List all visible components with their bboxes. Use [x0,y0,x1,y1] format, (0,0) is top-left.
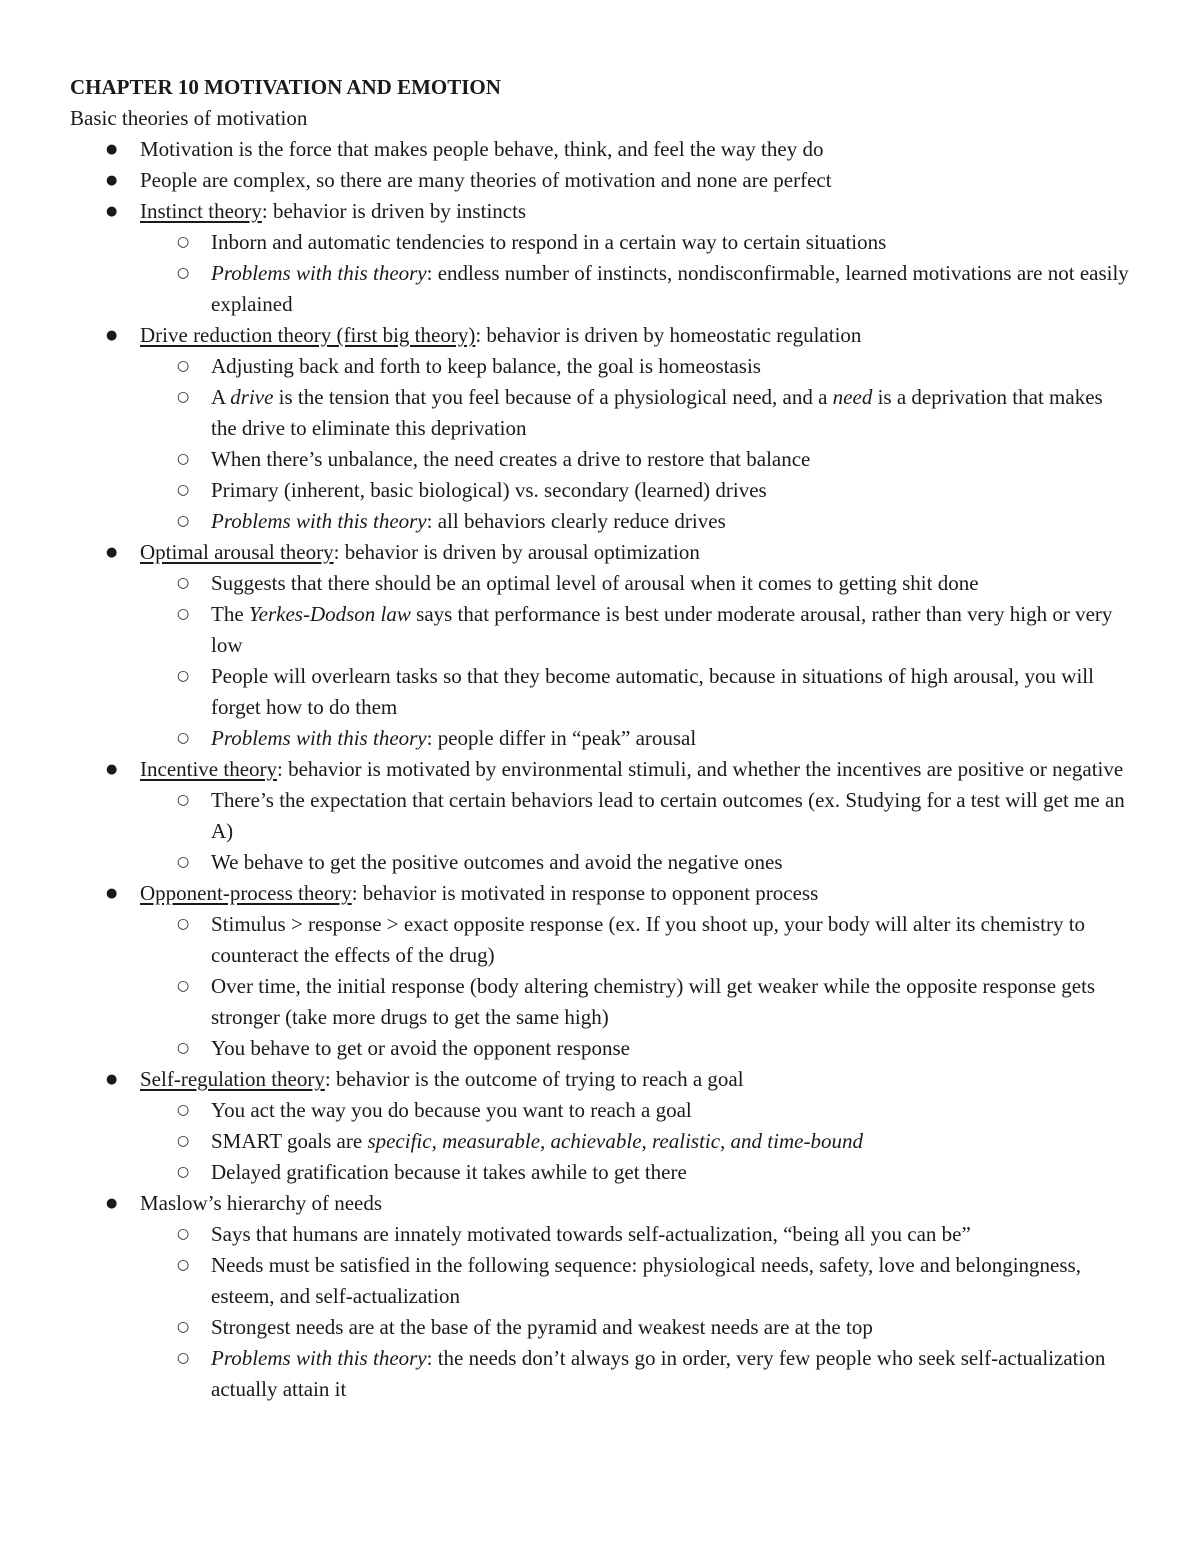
sub-list [140,909,1130,1064]
sub-item: ○ There’s the expectation that certain behaviors lead to certain outcomes (ex. Studying for a test will get me an A) [140,785,1130,847]
bullet-incentive-theory [70,754,1130,878]
bullet-text: People are complex, so there are many theories of motivation and none are perfect [140,168,832,192]
sub-item: ○ Inborn and automatic tendencies to respond in a certain way to certain situations [140,227,1130,258]
theory-name: Drive reduction theory (first big theory) [140,323,476,347]
bullet-motivation-definition [70,134,1130,165]
sub-item: ○ A drive is the tension that you feel because of a physiological need, and a need is a deprivation that makes the drive to eliminate this deprivation [140,382,1130,444]
bullet-text: : behavior is motivated in response to opponent process [351,881,819,905]
chapter-title: CHAPTER 10 MOTIVATION AND EMOTION [70,75,501,99]
sub-item: ○ Problems with this theory: the needs don’t always go in order, very few people who seek self-actualization actually attain it [140,1343,1130,1405]
bullet-optimal-arousal-theory [70,537,1130,754]
bullet-people-complex [70,165,1130,196]
sub-item: ○ Delayed gratification because it takes awhile to get there [140,1157,1130,1188]
sub-item: ○ Needs must be satisfied in the following sequence: physiological needs, safety, love and belongingness, esteem, and self-actualization [140,1250,1130,1312]
theory-name: Opponent-process theory [140,881,352,905]
bullet-text: : behavior is motivated by environmental stimuli, and whether the incentives are positive or negative [277,757,1124,781]
sub-item: ○ Problems with this theory: endless number of instincts, nondisconfirmable, learned motivations are not easily explained [140,258,1130,320]
theory-name: Incentive theory [140,757,278,781]
sub-item: ○ SMART goals are specific, measurable, achievable, realistic, and time-bound [140,1126,1130,1157]
bullet-text: : behavior is driven by instincts [261,199,527,223]
sub-list [140,1219,1130,1405]
sub-item: ○ You act the way you do because you want to reach a goal [140,1095,1130,1126]
bullet-opponent-process-theory [70,878,1130,1064]
sub-item: ○ Problems with this theory: people differ in “peak” arousal [140,723,1130,754]
bullet-text: Motivation is the force that makes people behave, think, and feel the way they do [140,137,824,161]
sub-item: ○ Over time, the initial response (body altering chemistry) will get weaker while the opposite response gets stronger (take more drugs to get the same high) [140,971,1130,1033]
sub-item: ○ Suggests that there should be an optimal level of arousal when it comes to getting shit done [140,568,1130,599]
bullet-maslow-hierarchy [70,1188,1130,1405]
theory-name: Optimal arousal theory [140,540,334,564]
document-page [70,72,1130,1405]
sub-item: ○ Says that humans are innately motivated towards self-actualization, “being all you can be” [140,1219,1130,1250]
bullet-text: Maslow’s hierarchy of needs [140,1191,383,1215]
sub-item: ○ Stimulus > response > exact opposite response (ex. If you shoot up, your body will alter its chemistry to counteract the effects of the drug) [140,909,1130,971]
sub-item: ○ You behave to get or avoid the opponent response [140,1033,1130,1064]
sub-item: ○ Adjusting back and forth to keep balance, the goal is homeostasis [140,351,1130,382]
bullet-self-regulation-theory [70,1064,1130,1188]
sub-item: ○ We behave to get the positive outcomes and avoid the negative ones [140,847,1130,878]
sub-list [140,227,1130,320]
bullet-text: : behavior is driven by arousal optimization [333,540,700,564]
sub-item: ○ Primary (inherent, basic biological) vs. secondary (learned) drives [140,475,1130,506]
sub-list [140,1095,1130,1188]
sub-list [140,785,1130,878]
sub-list [140,568,1130,754]
sub-item: ○ Strongest needs are at the base of the pyramid and weakest needs are at the top [140,1312,1130,1343]
sub-item: ○ The Yerkes-Dodson law says that performance is best under moderate arousal, rather than very high or very low [140,599,1130,661]
theory-list [70,134,1130,1405]
bullet-text: : behavior is driven by homeostatic regulation [475,323,862,347]
theory-name: Instinct theory [140,199,262,223]
bullet-drive-reduction-theory [70,320,1130,537]
sub-item: ○ Problems with this theory: all behaviors clearly reduce drives [140,506,1130,537]
bullet-text: : behavior is the outcome of trying to reach a goal [324,1067,744,1091]
sub-list [140,351,1130,537]
theory-name: Self-regulation theory [140,1067,325,1091]
sub-item: ○ When there’s unbalance, the need creates a drive to restore that balance [140,444,1130,475]
section-subtitle: Basic theories of motivation [70,106,308,130]
sub-item: ○ People will overlearn tasks so that they become automatic, because in situations of high arousal, you will forget how to do them [140,661,1130,723]
bullet-instinct-theory [70,196,1130,320]
